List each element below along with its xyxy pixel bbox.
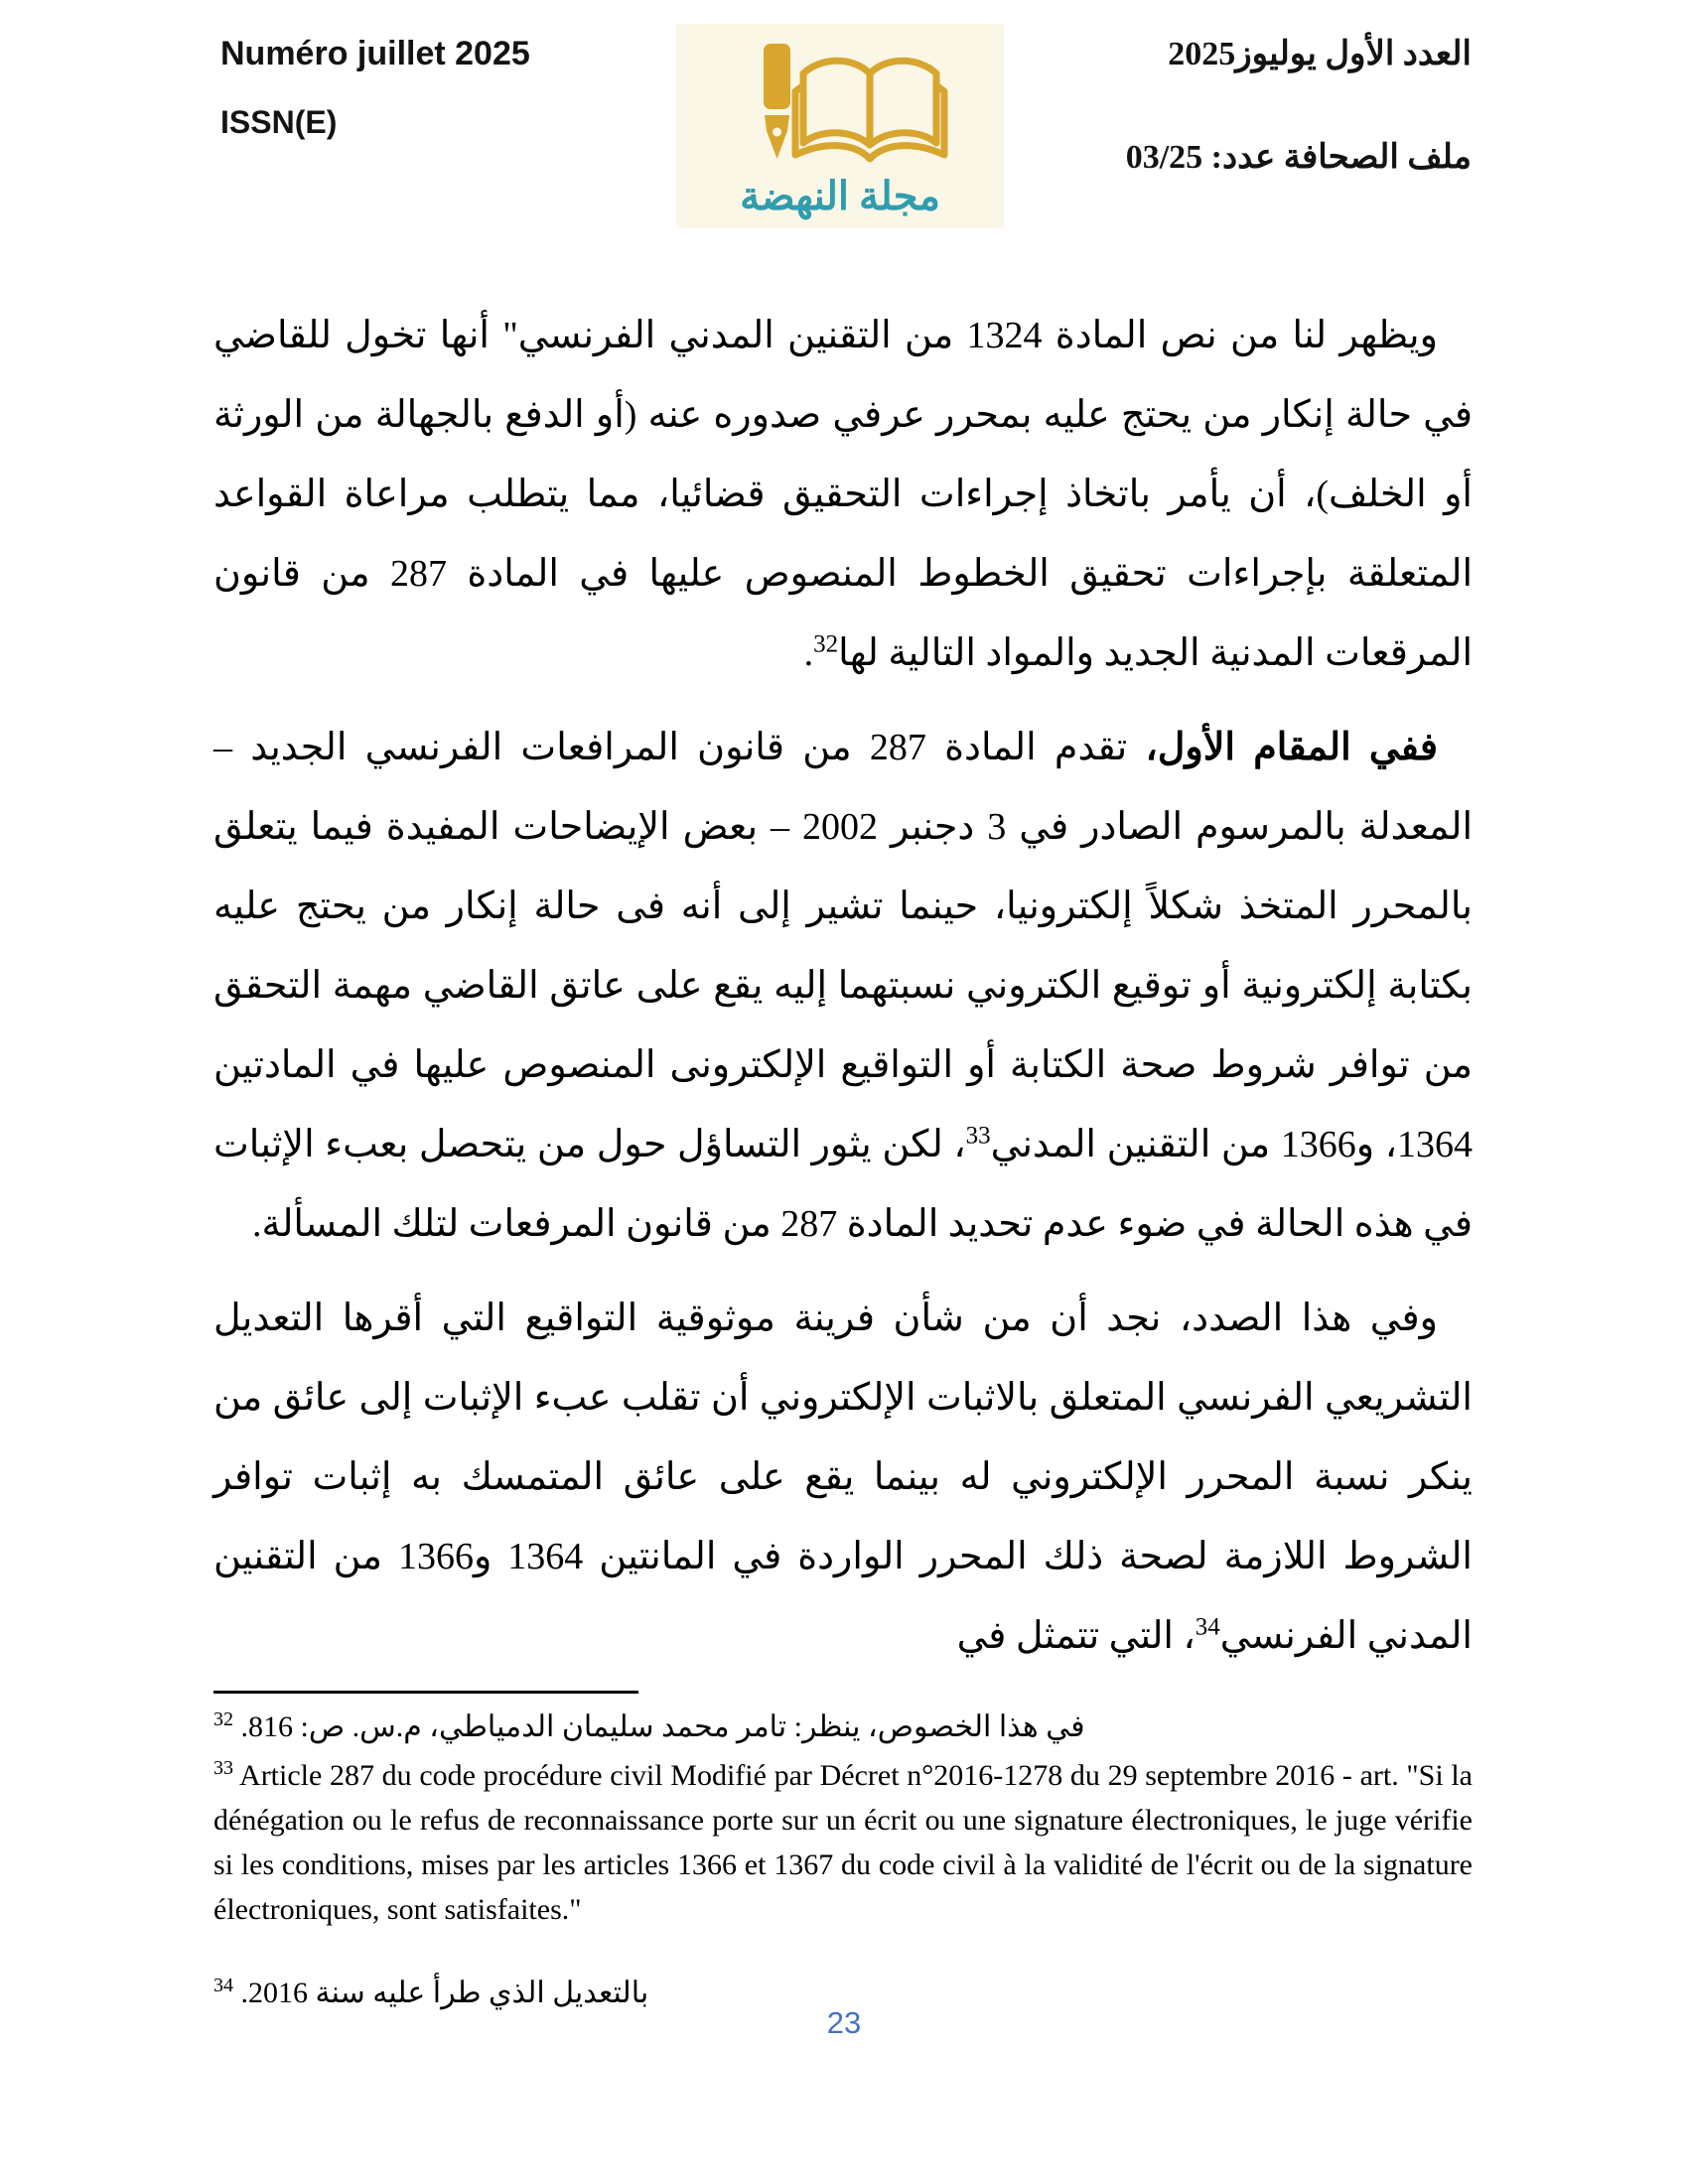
- paragraph-2: [213, 708, 1473, 1264]
- journal-logo-title: مجلة النهضة: [740, 174, 940, 218]
- pen-body-shape: [764, 44, 790, 109]
- footnote-32-marker: 32: [213, 1708, 233, 1730]
- article-body: [213, 296, 1473, 1691]
- footnote-34-marker: 34: [213, 1975, 233, 1996]
- paragraph-1: [213, 296, 1473, 693]
- paragraph-2-lead: ففي المقام الأول،: [1145, 727, 1438, 768]
- issn-label: ISSN(E): [220, 104, 338, 140]
- book-and-pen-icon: [686, 32, 994, 179]
- paragraph-1-period: .: [803, 632, 814, 674]
- footnote-32-text: في هذا الخصوص، ينظر: تامر محمد سليمان الدمياطي، م.س. ص: 816.: [240, 1710, 1085, 1743]
- paragraph-1-text: ويظهر لنا من نص المادة 1324 من التقنين المدني الفرنسي" أنها تخول للقاضي في حالة إنكار من يحتج عليه بمحرر عرفي صدوره عنه (أو الدفع بالجهالة من الورثة أو الخلف)، أن يأمر باتخاذ إجراءات التحقيق قضائيا، مما يتطلب مراعاة القواعد المتعلقة بإجراءات تحقيق الخطوط المنصوص عليها في المادة 287 من قانون المرقعات المدنية الجديد والمواد التالية لها: [213, 315, 1473, 674]
- page-number: 23: [826, 2005, 862, 2040]
- book-left-page: [803, 61, 870, 145]
- footnote-33-text: Article 287 du code procédure civil Modifié par Décret n°2016-1278 du 29 septembre 2016 - art. "Si la dénégation ou le refus de reconnaissance porte sur un écrit ou une signature électroniques, le juge vérifie si les conditions, mises par les articles 1366 et 1367 du code civil à la validité de l'écrit ou de la signature électroniques, sont satisfaites.": [213, 1759, 1473, 1926]
- pen-nib-hole: [773, 128, 781, 137]
- press-file-number: ملف الصحافة عدد: 03/25: [1125, 139, 1472, 176]
- footnotes-section: [213, 1691, 1473, 2015]
- footnote-34-text: بالتعديل الذي طرأ عليه سنة 2016.: [240, 1977, 649, 2009]
- footnote-33: [213, 1753, 1473, 1932]
- paragraph-2-text-b: ، لكن يثور التساؤل حول من يتحصل بعبء الإثبات في هذه الحالة في ضوء عدم تحديد المادة 287 من قانون المرفعات لتلك المسألة.: [213, 1124, 1473, 1245]
- footnote-ref-32: 32: [813, 630, 839, 658]
- footnote-separator: [213, 1691, 638, 1694]
- paragraph-2-text-a: تقدم المادة 287 من قانون المرافعات الفرنسي الجديد – المعدلة بالمرسوم الصادر في 3 دجنبر 2002 – بعض الإيضاحات المفيدة فيما يتعلق بالمحرر المتخذ شكلاً إلكترونيا، حينما تشير إلى أنه فى حالة إنكار من يحتج عليه بكتابة إلكترونية أو توقيع الكتروني نسبتهما إليه يقع على عاتق القاضي مهمة التحقق من توافر شروط صحة الكتابة أو التواقيع الإلكترونى المنصوص عليها في المادتين 1364، و1366 من التقنين المدني: [213, 727, 1474, 1165]
- footnote-ref-34: 34: [1195, 1613, 1220, 1641]
- issue-number-arabic: العدد الأول يوليوز2025: [1168, 36, 1472, 72]
- book-right-page: [870, 61, 936, 145]
- pen-nib-shape: [765, 115, 789, 159]
- footnote-ref-33: 33: [965, 1122, 991, 1150]
- issue-number-french: Numéro juillet 2025: [220, 35, 530, 72]
- paragraph-3-text-a: وفي هذا الصدد، نجد أن من شأن فرينة موثوقية التواقيع التي أقرها التعديل التشريعي الفرنسي المتعلق بالاثبات الإلكتروني أن تقلب عبء الإثبات إلى عائق من ينكر نسبة المحرر الإلكتروني له بينما يقع على عائق المتمسك به إثبات توافر الشروط اللازمة لصحة ذلك المحرر الواردة في المانتين 1364 و1366 من التقنين المدني الفرنسي: [213, 1297, 1473, 1657]
- journal-logo: [676, 24, 1004, 228]
- paragraph-3: [213, 1279, 1473, 1676]
- footnote-32: [213, 1706, 1473, 1749]
- paragraph-3-text-b: ، التي تتمثل في: [956, 1615, 1196, 1657]
- header-left: [220, 34, 530, 142]
- footnote-33-marker: 33: [213, 1757, 233, 1779]
